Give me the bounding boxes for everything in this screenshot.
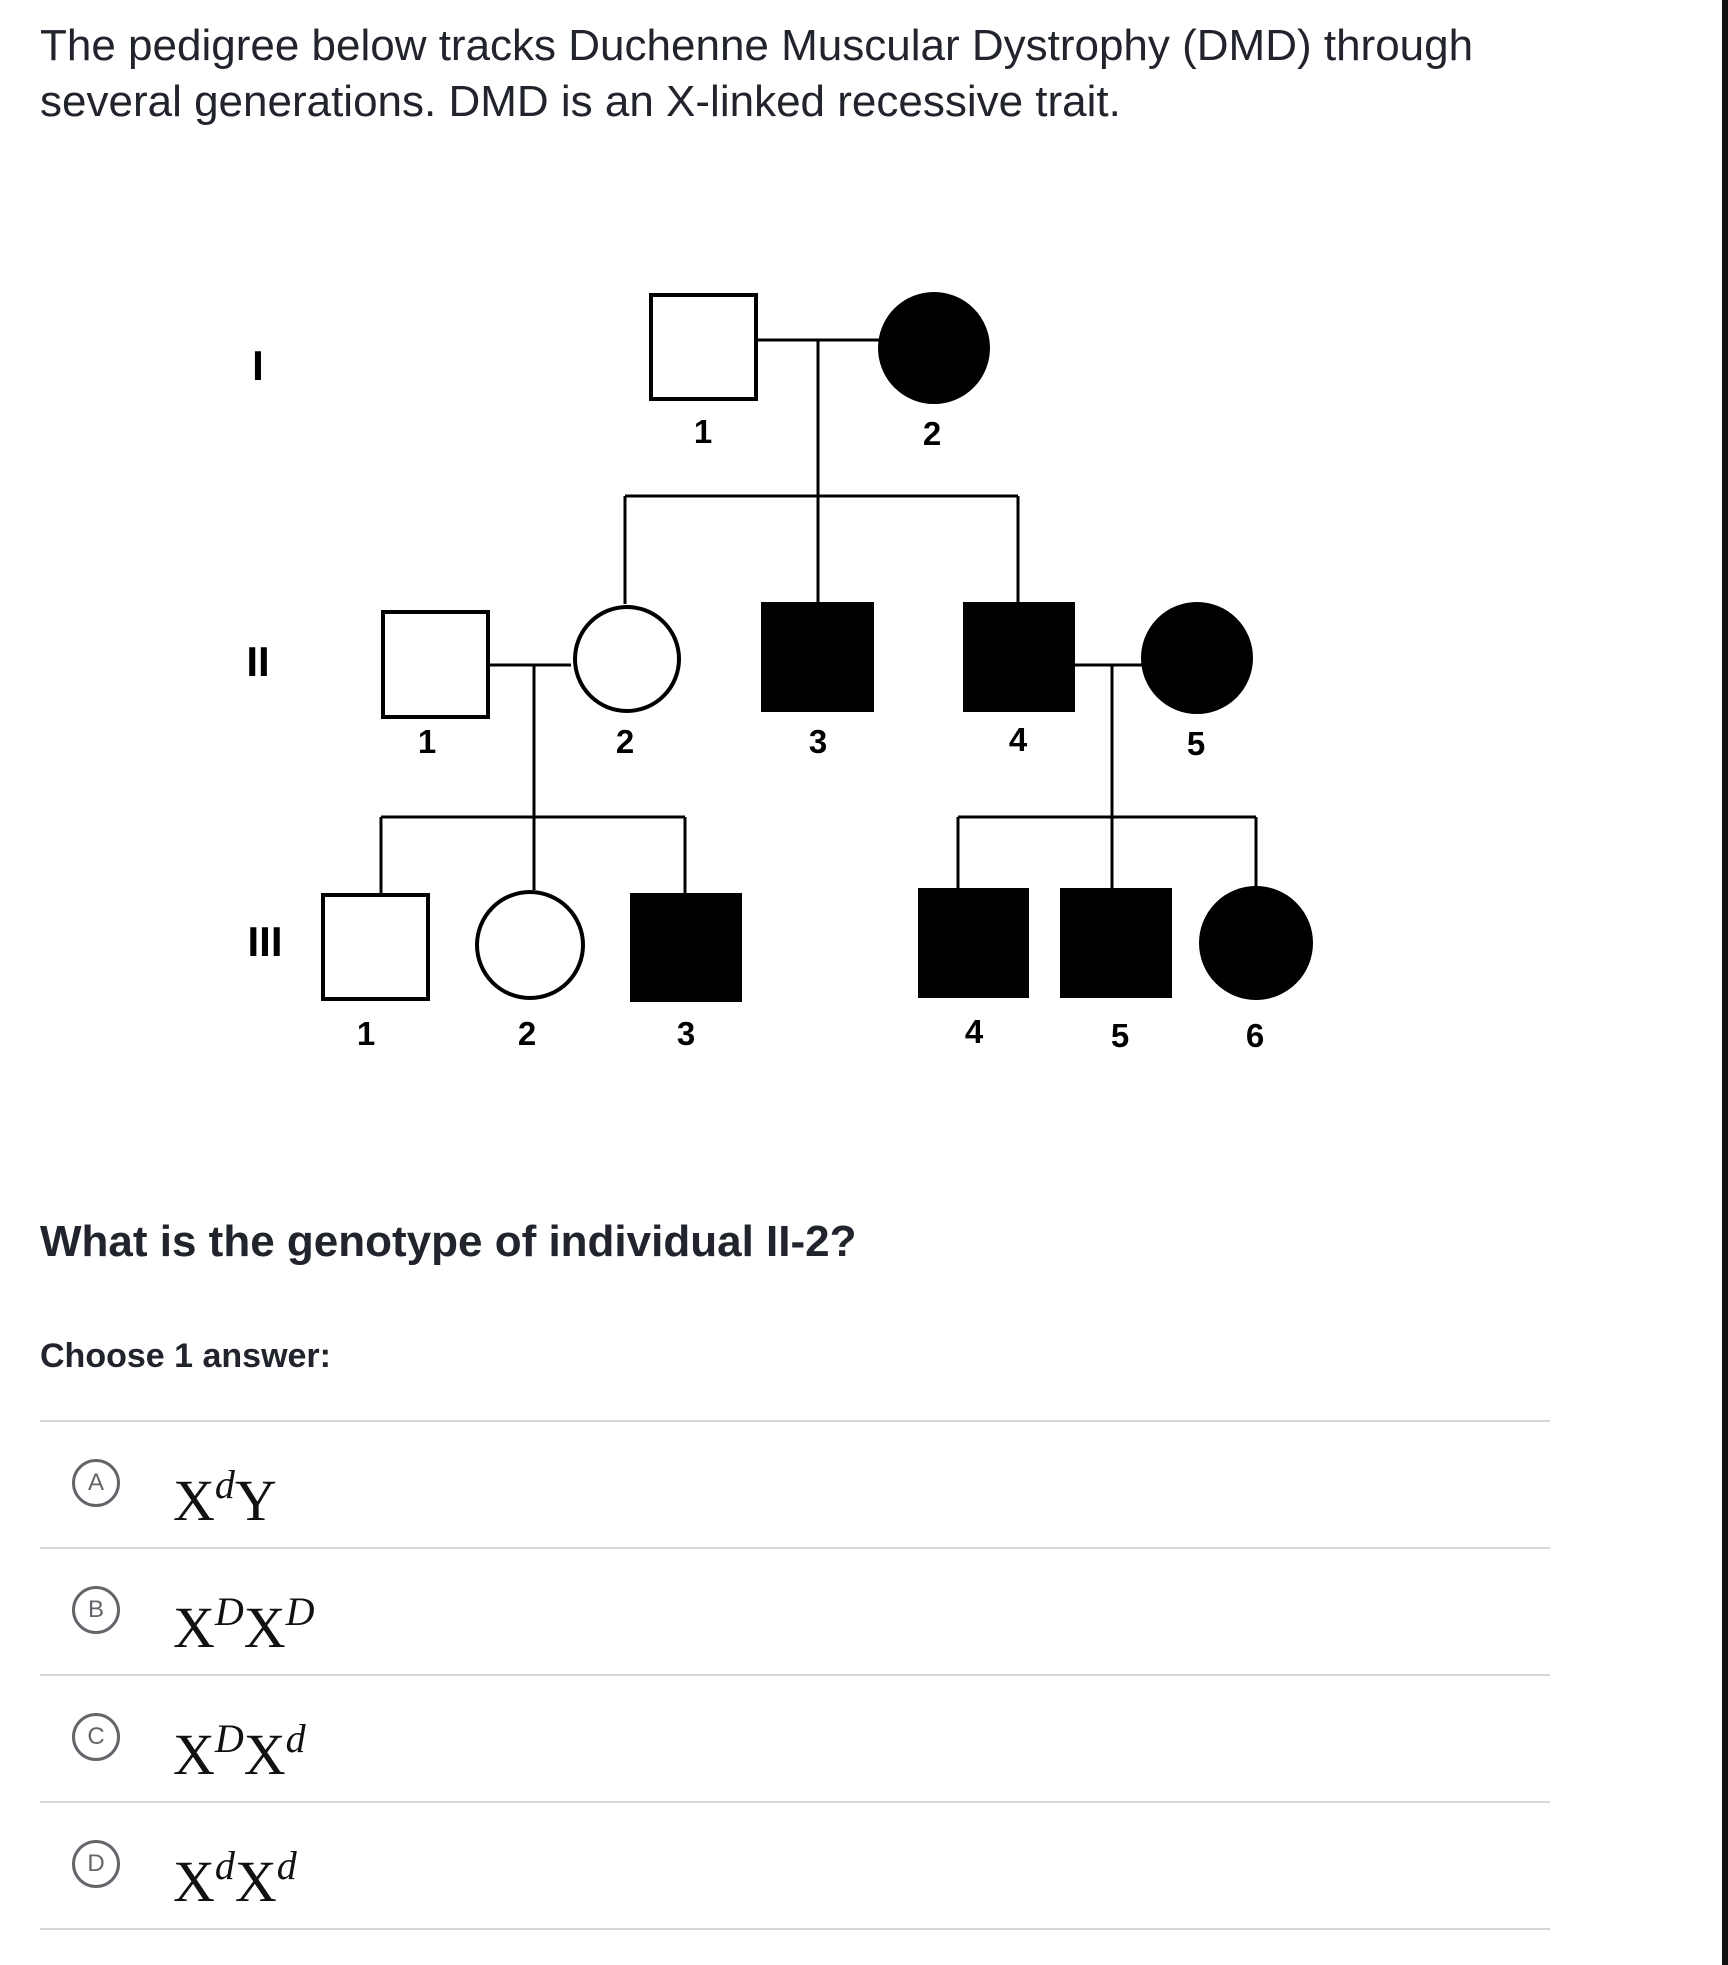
individual-III-6-symbol bbox=[1201, 888, 1311, 998]
choice-d-sup-1: d bbox=[214, 1843, 235, 1888]
individual-I-2-number: 2 bbox=[922, 415, 942, 452]
choice-letter-c: C bbox=[72, 1713, 120, 1761]
choice-d-base-1: X bbox=[173, 1849, 215, 1914]
individual-II-4-symbol bbox=[965, 604, 1073, 710]
individual-III-4-symbol bbox=[920, 890, 1027, 996]
individual-II-3-symbol bbox=[763, 604, 872, 710]
generation-label-2: II bbox=[246, 638, 270, 685]
answer-choice-b[interactable] bbox=[40, 1549, 1550, 1676]
individual-II-2-number: 2 bbox=[615, 723, 635, 760]
generation-label-1: I bbox=[252, 342, 264, 389]
choice-b-base-2: X bbox=[243, 1595, 286, 1660]
answer-choice-a[interactable] bbox=[40, 1422, 1550, 1549]
individual-III-5-symbol bbox=[1062, 890, 1170, 996]
individual-II-4-number: 4 bbox=[1008, 721, 1028, 758]
choice-letter-d: D bbox=[72, 1840, 120, 1888]
individual-III-3-number: 3 bbox=[676, 1015, 696, 1052]
choice-d-sup-2: d bbox=[276, 1843, 297, 1888]
individual-II-5-symbol bbox=[1143, 604, 1251, 712]
answer-choice-c[interactable] bbox=[40, 1676, 1550, 1803]
question-prompt: The pedigree below tracks Duchenne Muscular Dystrophy (DMD) through several generations. DMD is an X-linked recessive trait. bbox=[40, 21, 1474, 126]
individual-II-5-number: 5 bbox=[1186, 725, 1206, 762]
individual-II-1-symbol bbox=[383, 612, 488, 717]
individual-I-1-symbol bbox=[651, 295, 756, 399]
choice-letter-b: B bbox=[72, 1586, 120, 1634]
choice-a-base-1: X bbox=[173, 1468, 215, 1533]
individual-III-6-number: 6 bbox=[1245, 1017, 1265, 1054]
individual-III-5-number: 5 bbox=[1110, 1017, 1130, 1054]
generation-label-3: III bbox=[247, 918, 283, 965]
individual-II-2-symbol bbox=[575, 607, 679, 711]
individual-III-2-number: 2 bbox=[517, 1015, 537, 1052]
individual-III-2-symbol bbox=[477, 892, 583, 998]
choice-a-base-2: Y bbox=[234, 1468, 277, 1533]
choice-content-d bbox=[173, 1833, 297, 1915]
answer-choice-d[interactable] bbox=[40, 1803, 1550, 1930]
choice-d-base-2: X bbox=[234, 1849, 277, 1914]
choice-a-sup-1: d bbox=[214, 1462, 235, 1507]
choice-letter-a: A bbox=[72, 1459, 120, 1507]
answer-choices bbox=[40, 1420, 1550, 1930]
individual-III-1-number: 1 bbox=[356, 1015, 376, 1052]
choice-b-base-1: X bbox=[173, 1595, 215, 1660]
individual-II-3-number: 3 bbox=[808, 723, 828, 760]
choice-c-sup-1: D bbox=[214, 1716, 244, 1761]
individual-I-1-number: 1 bbox=[693, 413, 713, 450]
individual-II-1-number: 1 bbox=[417, 723, 437, 760]
individual-III-4-number: 4 bbox=[964, 1013, 984, 1050]
choice-content-b bbox=[173, 1579, 315, 1661]
choice-content-a bbox=[173, 1452, 277, 1534]
choice-content-c bbox=[173, 1706, 306, 1788]
individual-I-2-symbol bbox=[880, 294, 988, 402]
choice-b-sup-2: D bbox=[285, 1589, 315, 1634]
question-text: What is the genotype of individual II-2? bbox=[40, 1217, 857, 1266]
choice-c-base-1: X bbox=[173, 1722, 215, 1787]
choice-c-sup-2: d bbox=[285, 1716, 306, 1761]
choose-label: Choose 1 answer: bbox=[40, 1337, 331, 1375]
choice-c-base-2: X bbox=[243, 1722, 286, 1787]
individual-III-1-symbol bbox=[323, 895, 428, 999]
individual-III-3-symbol bbox=[632, 895, 740, 1000]
choice-b-sup-1: D bbox=[214, 1589, 244, 1634]
